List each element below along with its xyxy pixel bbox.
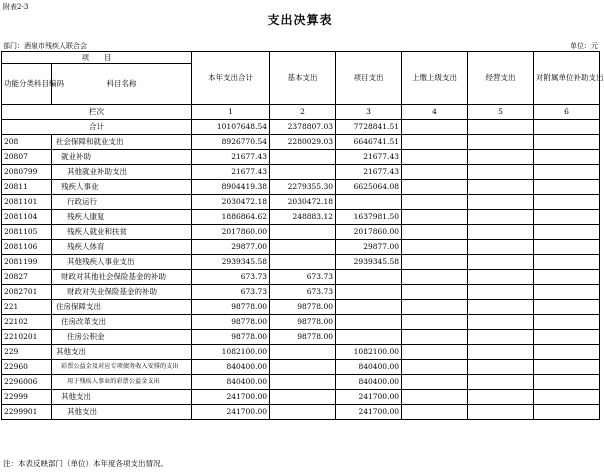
name-cell: 就业补助 (52, 150, 192, 165)
code-cell: 2081104 (2, 210, 52, 225)
cell-value: 98778.00 (192, 300, 270, 315)
cell-value (402, 180, 468, 195)
cell-value: 241700.00 (336, 390, 402, 405)
cell-value: 6646741.51 (336, 135, 402, 150)
cell-value (534, 210, 600, 225)
cell-value: 98778.00 (192, 315, 270, 330)
cell-value (534, 315, 600, 330)
table-row (2, 315, 600, 330)
cell-value (534, 330, 600, 345)
cell-value: 2378807.03 (270, 120, 336, 135)
cell-value: 1082100.00 (192, 345, 270, 360)
cell-value (468, 300, 534, 315)
cell-value: 840400.00 (336, 375, 402, 390)
cell-value (402, 135, 468, 150)
table-row (2, 180, 600, 195)
name-cell: 其他支出 (52, 345, 192, 360)
cell-value (534, 240, 600, 255)
project-header: 项 目 (2, 52, 192, 64)
cell-value: 840400.00 (192, 360, 270, 375)
cell-value: 241700.00 (192, 390, 270, 405)
department-label: 部门：酒泉市残疾人联合会 (3, 42, 87, 50)
code-cell: 20811 (2, 180, 52, 195)
cell-value (468, 390, 534, 405)
table-row (2, 345, 600, 360)
cell-value: 2017860.00 (192, 225, 270, 240)
code-cell: 208 (2, 135, 52, 150)
cell-value (468, 315, 534, 330)
cell-value (270, 390, 336, 405)
name-cell: 残疾人事业 (52, 180, 192, 195)
name-cell: 用于残疾人事业的彩票公益金支出 (52, 375, 192, 390)
table-row (2, 135, 600, 150)
cell-value (402, 375, 468, 390)
col-number: 6 (534, 105, 600, 120)
col-number: 3 (336, 105, 402, 120)
column-index-row (2, 105, 600, 120)
col-header-operating: 经营支出 (468, 52, 534, 105)
cell-value (402, 150, 468, 165)
unit-label: 单位：元 (570, 42, 598, 50)
table-row (2, 270, 600, 285)
name-cell: 彩票公益金及对应专项债务收入安排的支出 (52, 360, 192, 375)
code-cell: 2081101 (2, 195, 52, 210)
name-cell: 财政对失业保险基金的补助 (52, 285, 192, 300)
cell-value (468, 195, 534, 210)
cell-value (402, 300, 468, 315)
cell-value (468, 120, 534, 135)
cell-value (402, 315, 468, 330)
code-cell: 2210201 (2, 330, 52, 345)
code-cell: 2082701 (2, 285, 52, 300)
cell-value (534, 195, 600, 210)
cell-value: 21677.43 (336, 150, 402, 165)
cell-value (468, 345, 534, 360)
code-cell: 229 (2, 345, 52, 360)
cell-value: 6625064.08 (336, 180, 402, 195)
cell-value (534, 135, 600, 150)
col-header-project: 项目支出 (336, 52, 402, 105)
name-header: 科目名称 (52, 64, 192, 105)
cell-value: 840400.00 (192, 375, 270, 390)
cell-value (534, 405, 600, 420)
cell-value: 1886864.62 (192, 210, 270, 225)
cell-value (270, 360, 336, 375)
cell-value (336, 300, 402, 315)
code-cell: 2081106 (2, 240, 52, 255)
code-cell: 20807 (2, 150, 52, 165)
code-cell: 2080799 (2, 165, 52, 180)
cell-value: 2939345.58 (192, 255, 270, 270)
cell-value (468, 360, 534, 375)
col-header-upper: 上缴上级支出 (402, 52, 468, 105)
index-label: 栏次 (2, 105, 192, 120)
name-cell: 住房保障支出 (52, 300, 192, 315)
cell-value (402, 360, 468, 375)
cell-value: 2279355.30 (270, 180, 336, 195)
cell-value: 673.73 (192, 285, 270, 300)
table-row (2, 300, 600, 315)
cell-value (402, 345, 468, 360)
code-cell: 2296006 (2, 375, 52, 390)
cell-value (534, 270, 600, 285)
cell-value: 2017860.00 (336, 225, 402, 240)
footnote: 注：本表反映部门（单位）本年度各项支出情况。 (3, 459, 168, 468)
cell-value (534, 390, 600, 405)
cell-value (468, 210, 534, 225)
cell-value (402, 165, 468, 180)
table-row (2, 360, 600, 375)
cell-value (270, 375, 336, 390)
cell-value (534, 285, 600, 300)
cell-value (468, 180, 534, 195)
cell-value (402, 225, 468, 240)
code-cell: 22102 (2, 315, 52, 330)
cell-value: 673.73 (270, 285, 336, 300)
cell-value (336, 285, 402, 300)
cell-value (402, 195, 468, 210)
name-cell: 住房改革支出 (52, 315, 192, 330)
cell-value (270, 165, 336, 180)
name-cell: 行政运行 (52, 195, 192, 210)
name-cell: 残疾人就业和扶贫 (52, 225, 192, 240)
cell-value (534, 120, 600, 135)
cell-value: 673.73 (192, 270, 270, 285)
col-number: 2 (270, 105, 336, 120)
cell-value: 241700.00 (192, 405, 270, 420)
cell-value (534, 255, 600, 270)
col-header-total: 本年支出合计 (192, 52, 270, 105)
cell-value (402, 405, 468, 420)
cell-value (468, 255, 534, 270)
name-cell: 其他支出 (52, 405, 192, 420)
cell-value: 21677.43 (192, 165, 270, 180)
page-title: 支出决算表 (267, 13, 333, 27)
cell-value: 10107648.54 (192, 120, 270, 135)
code-cell: 2081105 (2, 225, 52, 240)
table-row (2, 240, 600, 255)
cell-value (534, 225, 600, 240)
cell-value: 1637981.50 (336, 210, 402, 225)
col-number: 1 (192, 105, 270, 120)
cell-value (402, 210, 468, 225)
cell-value: 2030472.18 (270, 195, 336, 210)
cell-value: 673.73 (270, 270, 336, 285)
table-row (2, 255, 600, 270)
cell-value (336, 315, 402, 330)
cell-value (270, 240, 336, 255)
col-number: 4 (402, 105, 468, 120)
col-header-subsidiary: 对附属单位补助支出 (534, 52, 600, 105)
table-row (2, 165, 600, 180)
code-cell: 2299901 (2, 405, 52, 420)
cell-value: 98778.00 (270, 330, 336, 345)
cell-value (270, 345, 336, 360)
cell-value (270, 150, 336, 165)
table-row (2, 225, 600, 240)
table-row (2, 285, 600, 300)
cell-value (468, 225, 534, 240)
cell-value (468, 375, 534, 390)
cell-value (468, 285, 534, 300)
cell-value (468, 330, 534, 345)
cell-value: 8904419.38 (192, 180, 270, 195)
cell-value (534, 150, 600, 165)
cell-value: 21677.43 (336, 165, 402, 180)
cell-value (534, 345, 600, 360)
cell-value: 248883.12 (270, 210, 336, 225)
appendix-tag: 附表2-3 (3, 3, 29, 11)
cell-value (336, 270, 402, 285)
table-row (2, 210, 600, 225)
name-cell: 其他就业补助支出 (52, 165, 192, 180)
name-cell: 财政对其他社会保险基金的补助 (52, 270, 192, 285)
name-cell: 残疾人康复 (52, 210, 192, 225)
col-header-basic: 基本支出 (270, 52, 336, 105)
table-row (2, 150, 600, 165)
code-header: 功能分类科目编码 (2, 64, 52, 105)
cell-value (534, 180, 600, 195)
cell-value (534, 165, 600, 180)
total-row (2, 120, 600, 135)
cell-value (336, 195, 402, 210)
cell-value (468, 150, 534, 165)
cell-value: 840400.00 (336, 360, 402, 375)
table-row (2, 390, 600, 405)
cell-value: 29877.00 (192, 240, 270, 255)
code-cell: 2081199 (2, 255, 52, 270)
cell-value (402, 255, 468, 270)
name-cell: 社会保障和就业支出 (52, 135, 192, 150)
cell-value: 2030472.18 (192, 195, 270, 210)
table-row (2, 375, 600, 390)
cell-value: 98778.00 (270, 315, 336, 330)
cell-value: 2280029.03 (270, 135, 336, 150)
cell-value: 98778.00 (270, 300, 336, 315)
cell-value (402, 330, 468, 345)
cell-value (336, 330, 402, 345)
table-row (2, 405, 600, 420)
cell-value: 2939345.58 (336, 255, 402, 270)
cell-value: 29877.00 (336, 240, 402, 255)
cell-value (270, 225, 336, 240)
name-cell: 住房公积金 (52, 330, 192, 345)
table-row (2, 330, 600, 345)
total-label: 合计 (2, 120, 192, 135)
expenditure-table (1, 51, 604, 420)
cell-value (402, 285, 468, 300)
cell-value: 21677.43 (192, 150, 270, 165)
cell-value (534, 360, 600, 375)
table-row (2, 195, 600, 210)
cell-value (468, 240, 534, 255)
cell-value (468, 165, 534, 180)
cell-value: 8926770.54 (192, 135, 270, 150)
cell-value (534, 375, 600, 390)
name-cell: 残疾人体育 (52, 240, 192, 255)
cell-value (402, 120, 468, 135)
cell-value (270, 405, 336, 420)
col-number: 5 (468, 105, 534, 120)
cell-value (534, 300, 600, 315)
name-cell: 其他支出 (52, 390, 192, 405)
code-cell: 20827 (2, 270, 52, 285)
cell-value (402, 240, 468, 255)
cell-value (468, 270, 534, 285)
cell-value (468, 405, 534, 420)
cell-value: 1082100.00 (336, 345, 402, 360)
cell-value: 98778.00 (192, 330, 270, 345)
cell-value (402, 390, 468, 405)
cell-value (468, 135, 534, 150)
name-cell: 其他残疾人事业支出 (52, 255, 192, 270)
code-cell: 22999 (2, 390, 52, 405)
cell-value: 7728841.51 (336, 120, 402, 135)
code-cell: 22960 (2, 360, 52, 375)
cell-value: 241700.00 (336, 405, 402, 420)
cell-value (402, 270, 468, 285)
code-cell: 221 (2, 300, 52, 315)
cell-value (270, 255, 336, 270)
